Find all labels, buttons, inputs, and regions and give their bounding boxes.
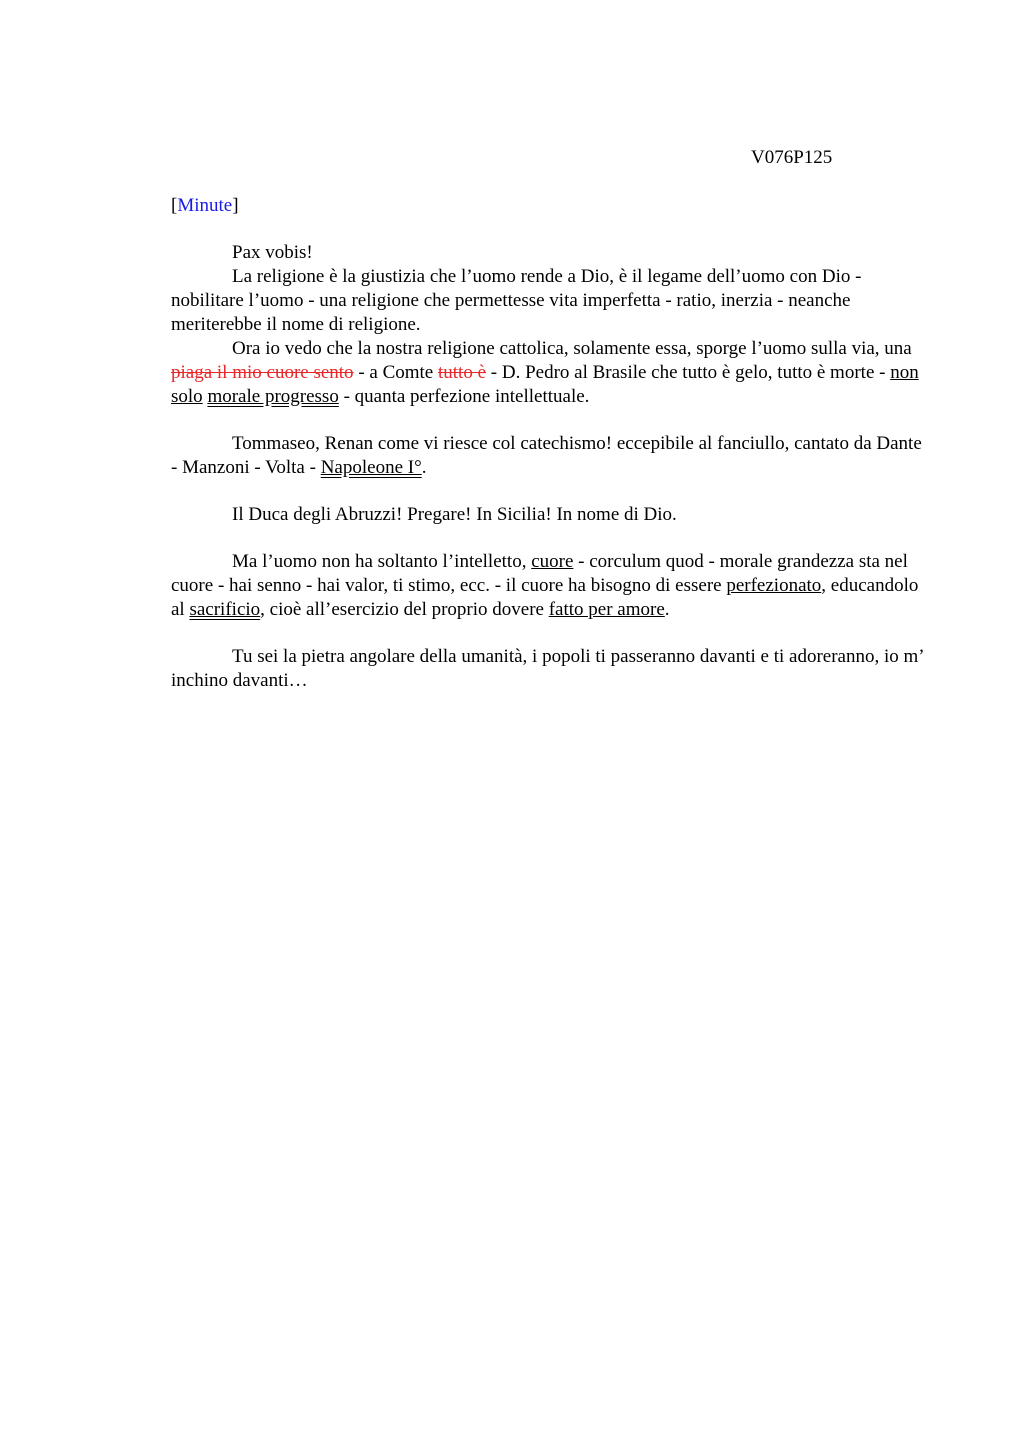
text: - D. Pedro al Brasile che tutto è gelo, tutto è morte -: [486, 362, 891, 383]
double-underlined-text: sacrificio: [189, 599, 261, 620]
paragraph-religion: La religione è la giustizia che l’uomo rende a Dio, è il legame dell’uomo con Dio - nobilitare l’uomo - una religione che permettesse vita imperfetta - ratio, inerzia - neanche meriterebbe il nome di religione.: [171, 266, 862, 335]
paragraph-pietra: Tu sei la pietra angolare della umanità, i popoli ti passeranno davanti e ti adoreranno, io m’ inchino davanti…: [171, 646, 924, 691]
text: , educandolo al: [171, 575, 919, 620]
text: .: [421, 457, 427, 478]
text: - corculum quod - morale grandezza sta nel cuore - hai senno - hai valor, ti stimo, ecc. - il cuore ha bisogno di essere: [171, 551, 908, 596]
underlined-text: perfezionato: [726, 575, 822, 596]
text: - quanta perfezione intellettuale.: [338, 386, 590, 407]
paragraph-cuore: [171, 550, 931, 622]
double-underlined-text: morale progresso: [207, 386, 339, 407]
text: Ma l’uomo non ha soltanto l’intelletto,: [232, 551, 532, 572]
underlined-text: cuore: [531, 551, 574, 572]
section-label: [171, 194, 239, 218]
underlined-text: non solo: [171, 362, 919, 407]
document-reference: V076P125: [751, 147, 833, 168]
document-body: [171, 241, 931, 693]
underlined-text: fatto per amore: [548, 599, 665, 620]
text: - a Comte: [353, 362, 438, 383]
paragraph-catholic: [171, 337, 931, 409]
text: .: [664, 599, 670, 620]
deleted-text: tutto è: [438, 362, 487, 383]
deleted-text: piaga il mio cuore sento: [171, 362, 354, 383]
text: Tommaseo, Renan come vi riesce col catechismo! eccepibile al fanciullo, cantato da Dante - Manzoni - Volta -: [171, 433, 922, 478]
minute-link[interactable]: Minute: [177, 195, 233, 216]
text: , cioè all’esercizio del proprio dovere: [260, 599, 549, 620]
paragraph-tommaseo: [171, 432, 931, 480]
paragraph-greeting: Pax vobis!: [232, 242, 313, 263]
paragraph-duca: Il Duca degli Abruzzi! Pregare! In Sicilia! In nome di Dio.: [232, 504, 677, 525]
label-bracket-open: [: [171, 195, 178, 216]
double-underlined-text: Napoleone I°: [320, 457, 422, 478]
text: Ora io vedo che la nostra religione cattolica, solamente essa, sporge l’uomo sulla via, una: [232, 338, 912, 359]
label-bracket-close: ]: [232, 195, 239, 216]
